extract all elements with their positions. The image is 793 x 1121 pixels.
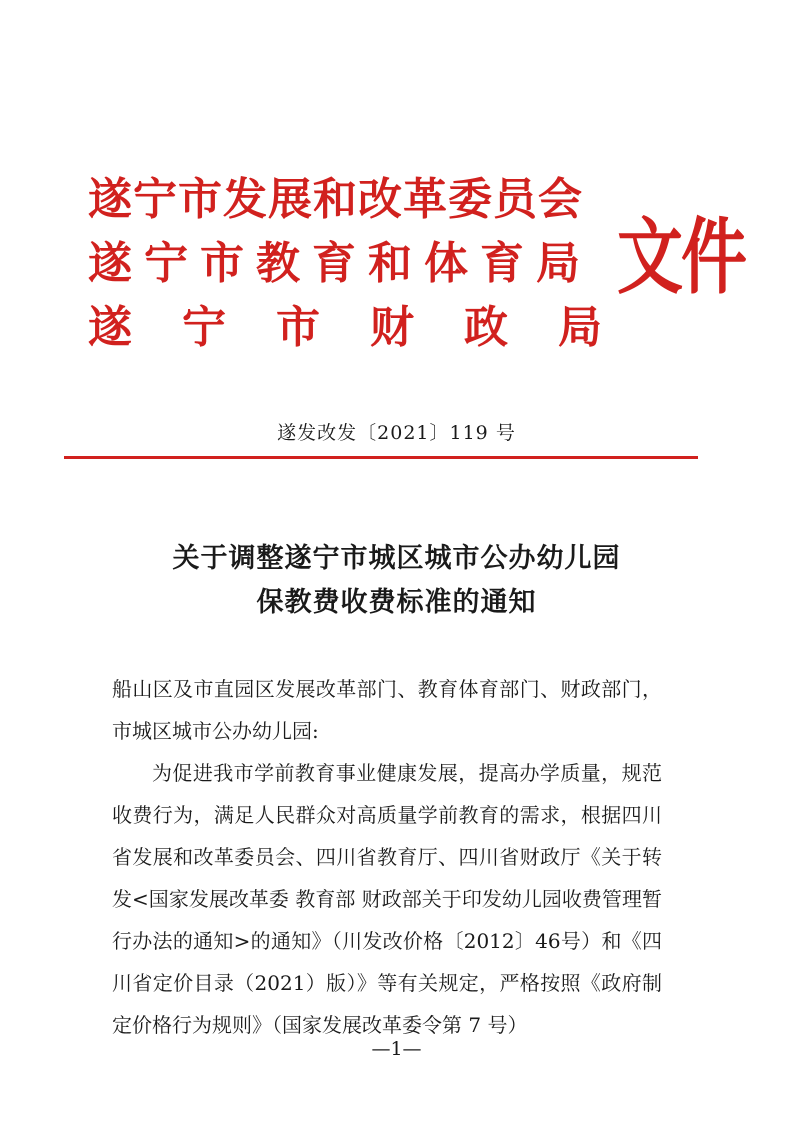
notice-body	[112, 668, 662, 1046]
issuer-line-1	[88, 168, 608, 232]
issuer-name: 遂宁市财政局	[88, 302, 652, 353]
issuing-agencies	[88, 168, 652, 360]
addressee: 船山区及市直园区发展改革部门、教育体育部门、财政部门，市城区城市公办幼儿园:	[112, 677, 662, 743]
notice-title-line-1: 关于调整遂宁市城区城市公办幼儿园	[172, 543, 621, 574]
page-number: —1—	[371, 1038, 422, 1060]
notice-title-line-2: 保教费收费标准的通知	[256, 587, 537, 618]
red-divider-line	[64, 456, 698, 459]
issuer-line-3	[88, 296, 652, 360]
document-mark: 文件	[617, 209, 745, 306]
document-number: 遂发改发〔2021〕119 号	[277, 422, 516, 444]
issuer-name: 遂宁市教育和体育局	[88, 238, 592, 289]
issuer-line-2	[88, 232, 608, 296]
body-paragraph: 为促进我市学前教育事业健康发展，提高办学质量，规范收费行为，满足人民群众对高质量学前教育的需求，根据四川省发展和改革委员会、四川省教育厅、四川省财政厅《关于转发<国家发展改革委 教育部 财政部关于印发幼儿园收费管理暂行办法的通知>的通知》（川发改价格〔2012〕46号）和《四川省定价目录（2021）版）》等有关规定，严格按照《政府制定价格行为规则》（国家发展改革委令第 7 号）	[112, 761, 662, 1037]
issuer-name: 遂宁市发展和改革委员会	[88, 174, 583, 225]
